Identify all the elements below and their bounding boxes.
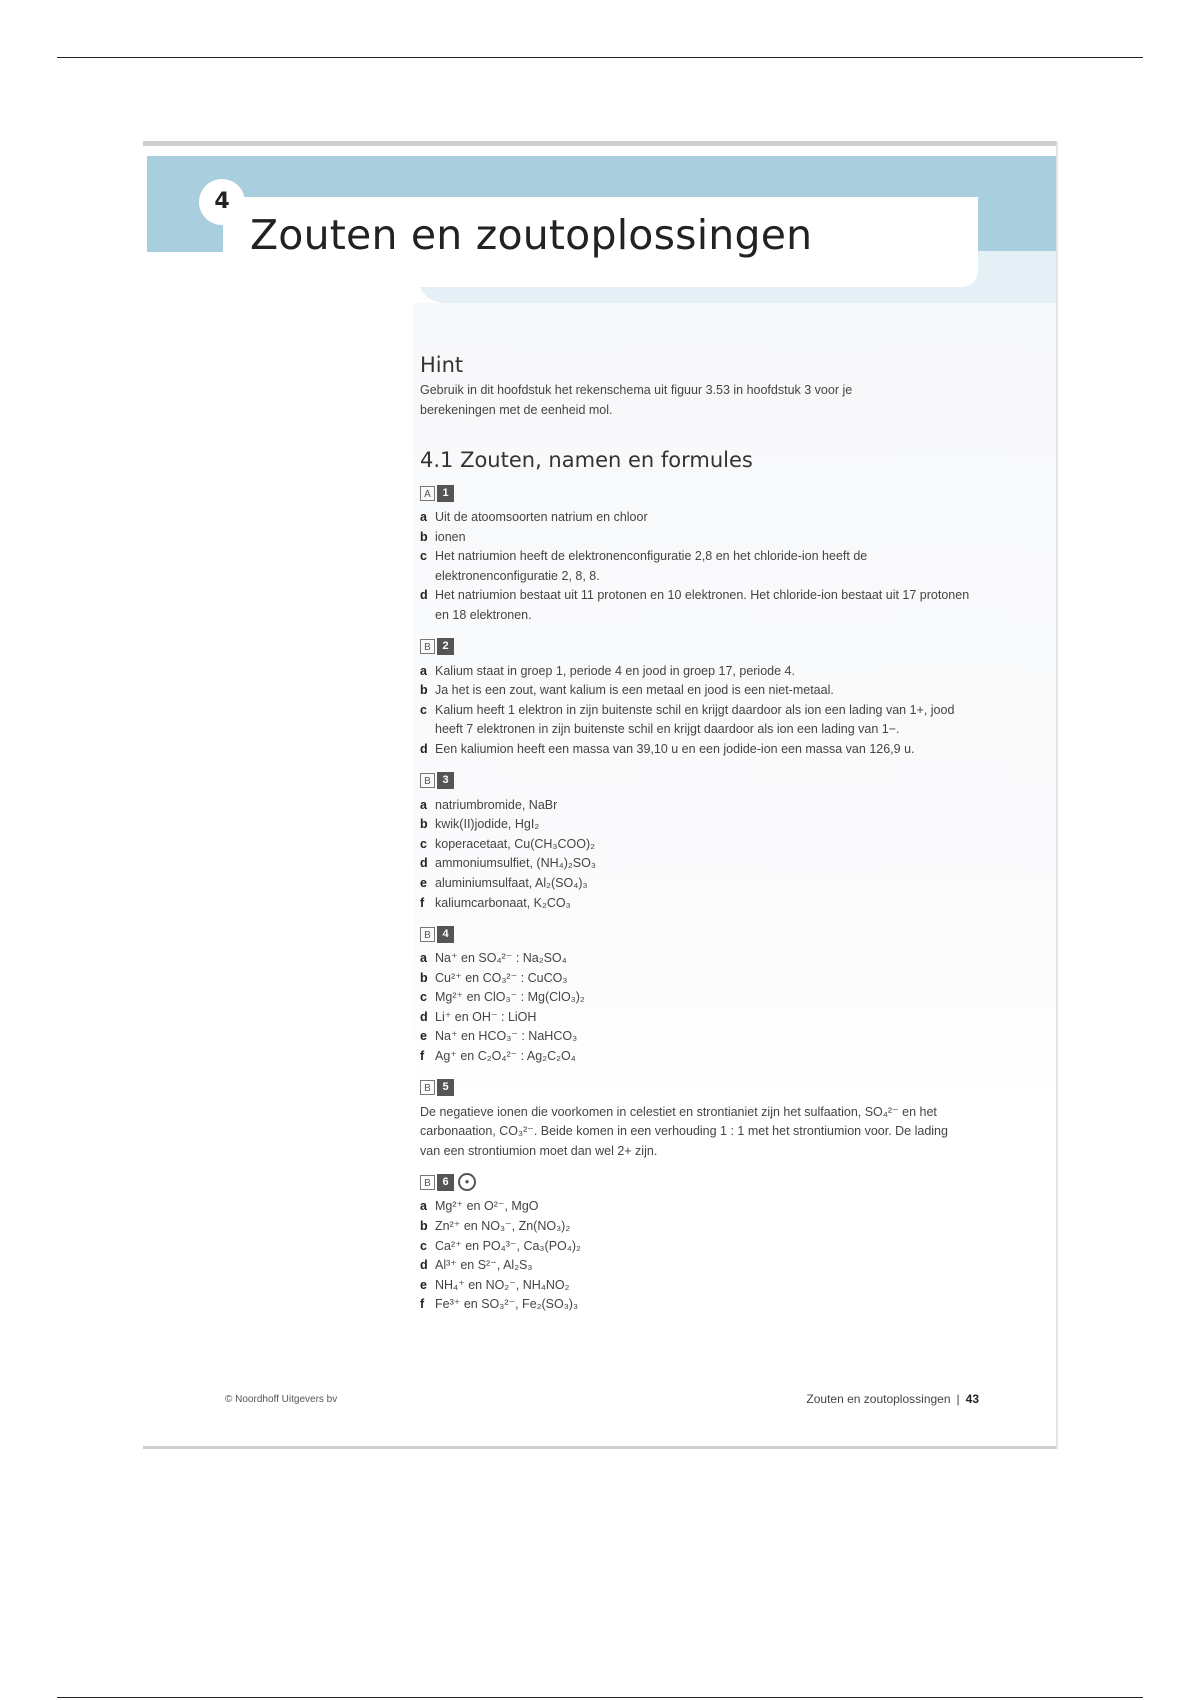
answer-item: [420, 969, 980, 989]
exercise-number: 3: [437, 772, 454, 789]
answer-letter: e: [420, 1029, 427, 1044]
exercise-tag: [420, 925, 980, 943]
answer-text: Al³⁺ en S²⁻, Al₂S₃: [435, 1258, 533, 1273]
hint-title: Hint: [420, 353, 464, 377]
exercise-level: B: [420, 773, 435, 788]
answer-item: [420, 547, 980, 586]
answer-letter: f: [420, 1049, 425, 1064]
answer-letter: b: [420, 683, 428, 698]
answer-letter: c: [420, 836, 427, 851]
answer-text: Li⁺ en OH⁻ : LiOH: [435, 1009, 537, 1024]
footer-publisher: © Noordhoff Uitgevers bv: [225, 1394, 338, 1405]
exercise-tag: [420, 638, 980, 656]
exercise-number: 5: [437, 1079, 454, 1096]
answer-text: Een kaliumion heeft een massa van 39,10 u en een jodide-ion een massa van 126,9 u.: [435, 741, 915, 756]
answer-item: [420, 1008, 980, 1028]
answer-letter: d: [420, 741, 428, 756]
exercise-tag: [420, 1173, 980, 1191]
answer-text: koperacetaat, Cu(CH₃COO)₂: [435, 836, 595, 851]
answer-item: [420, 1295, 980, 1315]
answer-letter: a: [420, 510, 427, 524]
hint-text: Gebruik in dit hoofdstuk het rekenschema uit figuur 3.53 in hoofdstuk 3 voor je berekeningen met de eenheid mol.: [420, 383, 853, 417]
chapter-title: Zouten en zoutoplossingen: [250, 211, 813, 259]
answer-item: [420, 740, 980, 760]
answer-text: Na⁺ en SO₄²⁻ : Na₂SO₄: [435, 951, 567, 966]
section-title: 4.1 Zouten, namen en formules: [420, 448, 753, 472]
answer-item: [420, 835, 980, 855]
answer-letter: c: [420, 990, 427, 1005]
answer-text: Het natriumion heeft de elektronenconfiguratie 2,8 en het chloride-ion heeft de elektronenconfiguratie 2, 8, 8.: [435, 549, 868, 583]
page-number: 43: [965, 1392, 979, 1406]
content-column: [420, 353, 980, 1315]
answer-letter: b: [420, 1219, 428, 1234]
answer-item: [420, 988, 980, 1008]
answer-letter: b: [420, 970, 428, 985]
answer-text: Ca²⁺ en PO₄³⁻, Ca₃(PO₄)₂: [435, 1238, 581, 1253]
answer-text: Kalium staat in groep 1, periode 4 en jood in groep 17, periode 4.: [435, 663, 795, 678]
answer-item: [420, 894, 980, 914]
answer-item: [420, 1256, 980, 1276]
answer-item: [420, 1047, 980, 1067]
bottom-rule: [57, 1697, 1143, 1698]
answer-text: aluminiumsulfaat, Al₂(SO₄)₃: [435, 875, 588, 890]
exercise-number: 1: [437, 485, 454, 502]
answer-letter: a: [420, 951, 427, 966]
answer-letter: f: [420, 895, 425, 910]
answer-item: [420, 796, 980, 816]
answer-item: [420, 949, 980, 969]
answer-item: [420, 701, 980, 740]
exercise-5: [420, 1079, 980, 1162]
answer-item: [420, 854, 980, 874]
document-page: [143, 141, 1056, 1449]
answer-text: Ja het is een zout, want kalium is een metaal en jood is een niet-metaal.: [435, 683, 834, 698]
exercise-4: [420, 925, 980, 1067]
answer-letter: e: [420, 875, 427, 890]
answer-text: Ag⁺ en C₂O₄²⁻ : Ag₂C₂O₄: [435, 1049, 576, 1064]
answer-text: Mg²⁺ en O²⁻, MgO: [435, 1199, 539, 1214]
answer-item: [420, 1197, 980, 1217]
answer-item: [420, 1276, 980, 1296]
answer-text: ionen: [435, 529, 466, 544]
exercise-tag: [420, 1079, 980, 1097]
footer-running-title: Zouten en zoutoplossingen: [806, 1392, 951, 1406]
answer-text: Cu²⁺ en CO₃²⁻ : CuCO₃: [435, 970, 568, 985]
answer-letter: d: [420, 1258, 428, 1273]
answer-letter: d: [420, 588, 428, 603]
answer-text: Mg²⁺ en ClO₃⁻ : Mg(ClO₃)₂: [435, 990, 585, 1005]
exercise-level: B: [420, 927, 435, 942]
answer-letter: a: [420, 1199, 427, 1214]
exercise-list: [420, 484, 980, 1315]
exercise-level: A: [420, 486, 435, 501]
answer-text: Na⁺ en HCO₃⁻ : NaHCO₃: [435, 1029, 578, 1044]
answer-letter: b: [420, 817, 428, 832]
answer-paragraph: De negatieve ionen die voorkomen in celestiet en strontianiet zijn het sulfaation, SO₄²⁻ en het carbonaation, CO₃²⁻. Beide komen in een verhouding 1 : 1 met het strontiumion voor. De lading van een strontiumion moet dan wel 2+ zijn.: [420, 1104, 948, 1158]
answer-item: [420, 662, 980, 682]
exercise-3: [420, 772, 980, 914]
answer-letter: b: [420, 529, 428, 544]
answer-letter: e: [420, 1277, 427, 1292]
answer-letter: c: [420, 549, 427, 564]
answer-text: NH₄⁺ en NO₂⁻, NH₄NO₂: [435, 1277, 570, 1292]
answer-text: kwik(II)jodide, HgI₂: [435, 817, 540, 832]
answer-text: ammoniumsulfiet, (NH₄)₂SO₃: [435, 856, 596, 871]
chapter-number-badge: 4: [199, 179, 245, 225]
top-rule: [57, 57, 1143, 58]
answer-letter: c: [420, 1238, 427, 1253]
answer-text: Kalium heeft 1 elektron in zijn buitenste schil en krijgt daardoor als ion een lading van 1+, jood heeft 7 elektronen in zijn buitenste schil en krijgt daardoor als ion een lading van 1−.: [435, 702, 955, 737]
answer-letter: d: [420, 856, 428, 871]
exercise-number: 6: [437, 1174, 454, 1191]
answer-letter: a: [420, 663, 427, 678]
answer-item: [420, 815, 980, 835]
exercise-2: [420, 638, 980, 760]
exercise-tag: [420, 772, 980, 790]
answer-text: Fe³⁺ en SO₃²⁻, Fe₂(SO₃)₃: [435, 1297, 579, 1312]
answer-text: Het natriumion bestaat uit 11 protonen en 10 elektronen. Het chloride-ion bestaat uit 17 protonen en 18 elektronen.: [435, 588, 970, 622]
exercise-1: [420, 484, 980, 626]
exercise-level: B: [420, 1080, 435, 1095]
circle-dot-icon: ●: [458, 1173, 476, 1191]
answer-letter: f: [420, 1297, 425, 1312]
exercise-level: B: [420, 639, 435, 654]
answer-text: Uit de atoomsoorten natrium en chloor: [435, 510, 648, 524]
answer-text: natriumbromide, NaBr: [435, 797, 558, 812]
answer-letter: d: [420, 1009, 428, 1024]
answer-letter: c: [420, 702, 427, 717]
exercise-number: 2: [437, 638, 454, 655]
answer-letter: a: [420, 797, 427, 812]
answer-item: [420, 1027, 980, 1047]
answer-item: [420, 1237, 980, 1257]
answer-text: Zn²⁺ en NO₃⁻, Zn(NO₃)₂: [435, 1219, 571, 1234]
answer-item: [420, 681, 980, 701]
answer-item: [420, 528, 980, 548]
answer-item: [420, 1217, 980, 1237]
exercise-tag: [420, 484, 980, 502]
answer-text: kaliumcarbonaat, K₂CO₃: [435, 895, 571, 910]
footer-separator: |: [956, 1392, 960, 1406]
footer-running-head: [806, 1392, 979, 1406]
exercise-level: B: [420, 1175, 435, 1190]
answer-item: [420, 508, 980, 528]
answer-item: [420, 586, 980, 625]
exercise-6: [420, 1173, 980, 1315]
answer-item: [420, 874, 980, 894]
exercise-number: 4: [437, 926, 454, 943]
